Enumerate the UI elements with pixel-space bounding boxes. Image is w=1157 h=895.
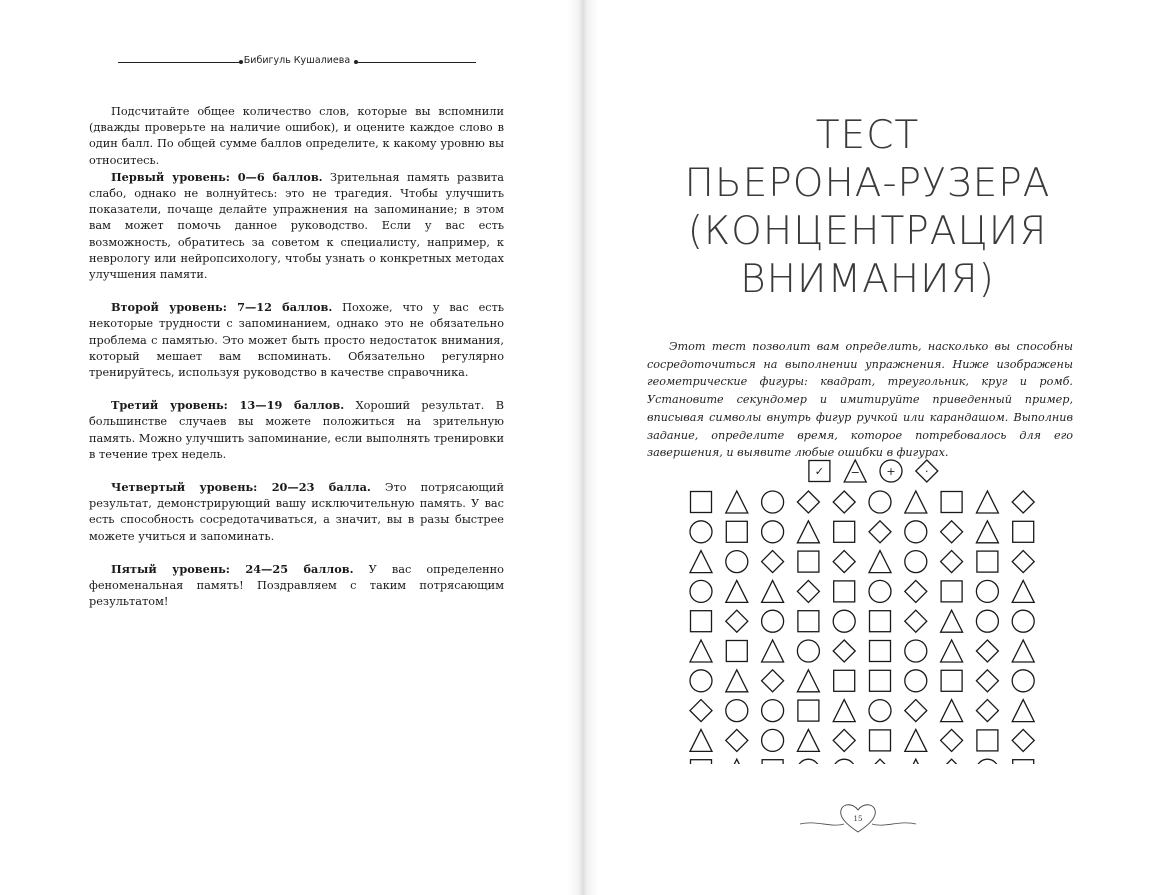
grid-circle bbox=[905, 521, 927, 543]
grid-triangle bbox=[976, 521, 998, 543]
grid-triangle bbox=[976, 491, 998, 513]
grid-square bbox=[870, 730, 891, 751]
grid-circle bbox=[976, 610, 998, 632]
level-3-paragraph bbox=[89, 397, 504, 463]
grid-triangle bbox=[941, 700, 963, 722]
grid-diamond bbox=[1012, 491, 1034, 513]
grid-circle bbox=[690, 580, 712, 602]
grid-square bbox=[691, 760, 712, 764]
grid-triangle bbox=[762, 580, 784, 602]
level-5-label: Пятый уровень: 24—25 баллов. bbox=[111, 561, 354, 576]
grid-circle bbox=[905, 640, 927, 662]
grid-triangle bbox=[797, 729, 819, 751]
grid-circle bbox=[833, 610, 855, 632]
grid-triangle bbox=[833, 700, 855, 722]
grid-diamond bbox=[833, 491, 855, 513]
book-gutter bbox=[568, 0, 598, 895]
grid-circle bbox=[797, 759, 819, 764]
grid-circle bbox=[976, 759, 998, 764]
right-page bbox=[578, 0, 1157, 895]
grid-square bbox=[977, 551, 998, 572]
grid-square bbox=[798, 700, 819, 721]
level-4-text: Это потрясающий результат, демонстрирующий вашу исключительную память. У вас есть способность сосредотачиваться, а значит, вы в разы быстрее можете учиться и запоминать. bbox=[89, 481, 504, 543]
grid-triangle bbox=[726, 491, 748, 513]
grid-square bbox=[870, 670, 891, 691]
grid-triangle bbox=[1012, 700, 1034, 722]
level-2-paragraph bbox=[89, 299, 504, 381]
grid-square bbox=[1013, 521, 1034, 542]
grid-square bbox=[1013, 760, 1034, 764]
level-5-paragraph bbox=[89, 561, 504, 611]
grid-circle bbox=[1012, 610, 1034, 632]
grid-diamond bbox=[833, 729, 855, 751]
grid-square bbox=[870, 611, 891, 632]
grid-diamond bbox=[833, 640, 855, 662]
grid-square bbox=[726, 521, 747, 542]
grid-triangle bbox=[726, 670, 748, 692]
level-1-text: Зрительная память развита слабо, однако не волнуйтесь: это не трагедия. Чтобы улучшить показатели, почаще делайте упражнения на запоминание; в этом вам может помочь данное руководство. Если у вас есть возможность, обратитесь за советом к специалисту, например, к неврологу или нейропсихологу, чтобы узнать о конкретных методах улучшения памяти. bbox=[89, 170, 504, 282]
grid-diamond bbox=[905, 580, 927, 602]
grid-circle bbox=[762, 610, 784, 632]
grid-diamond bbox=[1012, 729, 1034, 751]
grid-triangle bbox=[941, 610, 963, 632]
grid-triangle bbox=[905, 491, 927, 513]
level-4-paragraph bbox=[89, 479, 504, 545]
grid-triangle bbox=[690, 729, 712, 751]
grid-circle bbox=[869, 700, 891, 722]
grid-triangle bbox=[1012, 580, 1034, 602]
grid-triangle bbox=[869, 551, 891, 573]
running-header bbox=[118, 54, 476, 68]
grid-diamond bbox=[797, 580, 819, 602]
level-3-text: Хороший результат. В большинстве случаев вы можете положиться на зрительную память. Можно улучшить запоминание, если выполнять тренировки в течение трех недель. bbox=[89, 399, 504, 461]
grid-diamond bbox=[762, 551, 784, 573]
grid-square bbox=[691, 611, 712, 632]
grid-circle bbox=[762, 491, 784, 513]
grid-square bbox=[762, 760, 783, 764]
grid-diamond bbox=[726, 729, 748, 751]
grid-square bbox=[691, 492, 712, 513]
grid-square bbox=[726, 641, 747, 662]
grid-diamond bbox=[941, 729, 963, 751]
grid-circle bbox=[869, 580, 891, 602]
title-line-4: ВНИМАНИЯ) bbox=[740, 257, 995, 302]
grid-diamond bbox=[905, 610, 927, 632]
level-5-text: У вас определенно феноменальная память! Поздравляем с таким потрясающим результатом! bbox=[89, 562, 504, 609]
page-title bbox=[578, 112, 1157, 304]
grid-triangle bbox=[905, 759, 927, 764]
scoring-text bbox=[89, 104, 504, 610]
grid-diamond bbox=[941, 551, 963, 573]
grid-square bbox=[941, 492, 962, 513]
example-symbol: ✓ bbox=[814, 465, 825, 478]
grid-diamond bbox=[869, 521, 891, 543]
grid-circle bbox=[797, 640, 819, 662]
intro-paragraph: Подсчитайте общее количество слов, которые вы вспомнили (дважды проверьте на наличие ошибок), и оцените каждое слово в один балл. По общей сумме баллов определите, к какому уровню вы относитесь. bbox=[89, 105, 504, 167]
level-3-label: Третий уровень: 13—19 баллов. bbox=[111, 398, 345, 413]
grid-triangle bbox=[762, 640, 784, 662]
shapes-figure bbox=[678, 454, 1048, 764]
grid-circle bbox=[833, 759, 855, 764]
grid-square bbox=[977, 730, 998, 751]
grid-circle bbox=[976, 580, 998, 602]
grid-diamond bbox=[976, 670, 998, 692]
example-symbol: + bbox=[886, 465, 896, 478]
grid-diamond bbox=[797, 491, 819, 513]
grid-triangle bbox=[797, 521, 819, 543]
grid-diamond bbox=[941, 521, 963, 543]
grid-circle bbox=[762, 729, 784, 751]
grid-triangle bbox=[797, 670, 819, 692]
page-footer bbox=[798, 798, 918, 836]
grid-circle bbox=[762, 700, 784, 722]
title-line-2: ПЬЕРОНА-РУЗЕРА bbox=[684, 161, 1051, 206]
grid-circle bbox=[690, 521, 712, 543]
grid-circle bbox=[690, 670, 712, 692]
level-1-paragraph bbox=[89, 169, 504, 283]
level-2-text: Похоже, что у вас есть некоторые трудности с запоминанием, однако это не обязательно проблема с памятью. Это может быть просто недостаток внимания, который мешает вам вспоминать. Обязательно регулярно тренируйтесь, используя руководство в качестве справочника. bbox=[89, 301, 505, 380]
grid-circle bbox=[762, 521, 784, 543]
grid-square bbox=[941, 670, 962, 691]
title-line-3: (КОНЦЕНТРАЦИЯ bbox=[687, 209, 1048, 254]
grid-diamond bbox=[762, 670, 784, 692]
grid-square bbox=[870, 641, 891, 662]
example-symbol: · bbox=[925, 465, 929, 478]
grid-diamond bbox=[976, 700, 998, 722]
grid-square bbox=[834, 521, 855, 542]
grid-circle bbox=[905, 551, 927, 573]
test-instructions: Этот тест позволит вам определить, насколько вы способны сосредоточиться на выполнении упражнения. Ниже изображены геометрические фигуры: квадрат, треугольник, круг и ромб. Установите секундомер и имитируйте приведенный пример, вписывая символы внутрь фигур ручкой или карандашом. Выполнив задание, определите время, которое потребовалось для его завершения, и выявите любые ошибки в фигурах. bbox=[647, 340, 1073, 460]
grid-circle bbox=[726, 700, 748, 722]
header-rule-right bbox=[358, 62, 476, 63]
author-name: Бибигуль Кушалиева bbox=[243, 55, 351, 66]
level-4-label: Четвертый уровень: 20—23 балла. bbox=[111, 480, 371, 495]
grid-triangle bbox=[690, 640, 712, 662]
grid-triangle bbox=[905, 729, 927, 751]
title-line-1: ТЕСТ bbox=[815, 113, 920, 158]
grid-triangle bbox=[726, 759, 748, 764]
grid-square bbox=[798, 551, 819, 572]
grid-diamond bbox=[905, 700, 927, 722]
grid-triangle bbox=[941, 640, 963, 662]
grid-square bbox=[834, 670, 855, 691]
grid-diamond bbox=[941, 759, 963, 764]
left-page bbox=[0, 0, 578, 895]
grid-diamond bbox=[690, 700, 712, 722]
grid-diamond bbox=[869, 759, 891, 764]
grid-triangle bbox=[690, 551, 712, 573]
grid-diamond bbox=[1012, 551, 1034, 573]
grid-square bbox=[798, 611, 819, 632]
grid-circle bbox=[905, 670, 927, 692]
grid-diamond bbox=[833, 551, 855, 573]
grid-triangle bbox=[726, 580, 748, 602]
grid-circle bbox=[726, 551, 748, 573]
level-1-label: Первый уровень: 0—6 баллов. bbox=[111, 169, 323, 184]
grid-circle bbox=[1012, 670, 1034, 692]
grid-triangle bbox=[1012, 640, 1034, 662]
grid-diamond bbox=[976, 640, 998, 662]
grid-square bbox=[834, 581, 855, 602]
grid-circle bbox=[869, 491, 891, 513]
level-2-label: Второй уровень: 7—12 баллов. bbox=[111, 300, 333, 315]
grid-square bbox=[941, 581, 962, 602]
example-symbol: − bbox=[850, 466, 860, 479]
grid-diamond bbox=[726, 610, 748, 632]
page-number: 15 bbox=[853, 815, 863, 823]
